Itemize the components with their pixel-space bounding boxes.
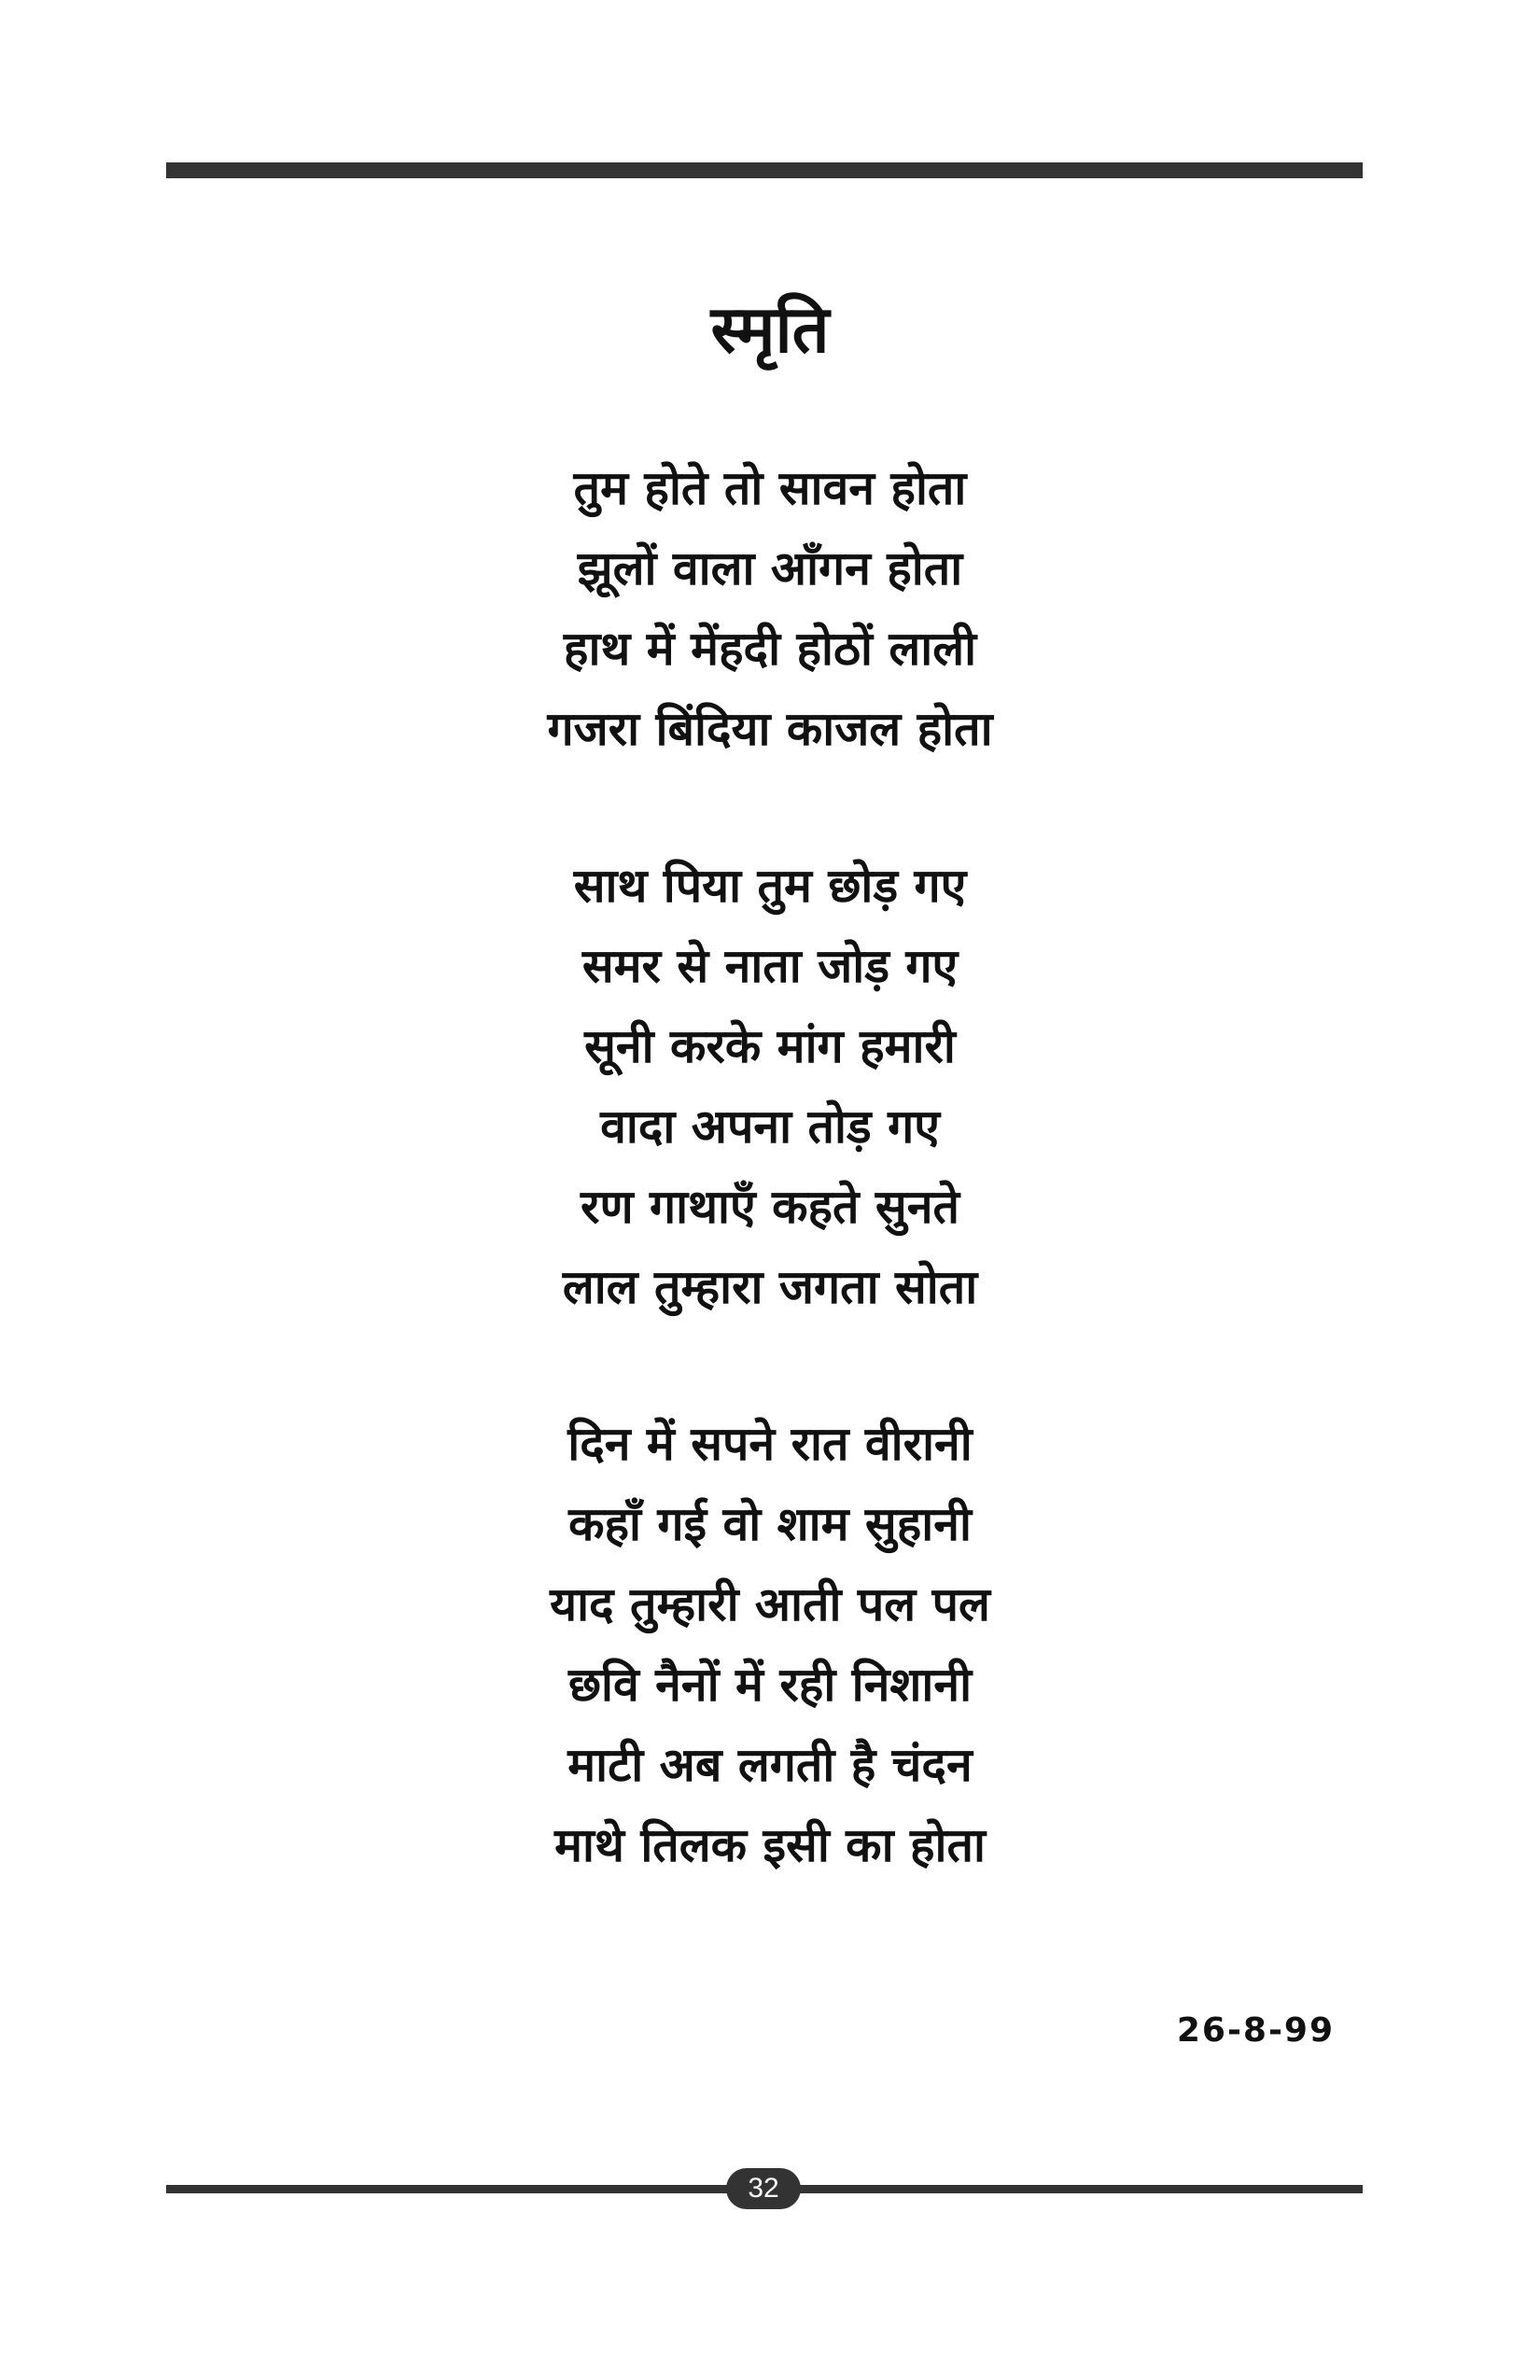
poem-line: माटी अब लगती है चंदन [567,1738,973,1792]
poem-line: झूलों वाला आँगन होता [577,541,963,595]
poem-line: कहाँ गई वो शाम सुहानी [568,1497,972,1551]
stanza-2 [0,846,1540,1327]
poem-line: साथ पिया तुम छोड़ गए [573,859,967,913]
poem-line: गजरा बिंदिया काजल होता [547,702,993,756]
poem-line: माथे तिलक इसी का होता [554,1818,986,1872]
page-number-badge: 32 [726,2168,801,2209]
poem-line: वादा अपना तोड़ गए [600,1099,940,1154]
poem-line: दिन में सपने रात वीरानी [567,1417,973,1471]
poem-line: लाल तुम्हारा जगता सोता [562,1260,978,1314]
top-rule [166,162,1363,178]
poem-line: रण गाथाएँ कहते सुनते [581,1180,959,1234]
poem-line: सूनी करके मांग हमारी [584,1019,956,1073]
poem-body [0,448,1540,1885]
poem-line: हाथ में मेंहदी होठों लाली [563,622,977,676]
poem-line: छवि नैनों में रही निशानी [567,1658,973,1712]
poem-line: याद तुम्हारी आती पल पल [550,1577,990,1631]
poem-title: स्मृति [710,291,830,368]
stanza-1 [0,448,1540,769]
poem-date: 26-8-99 [1176,2011,1335,2050]
poem-line: तुम होते तो सावन होता [573,461,967,515]
stanza-3 [0,1404,1540,1885]
poem-line: समर से नाता जोड़ गए [581,939,959,993]
